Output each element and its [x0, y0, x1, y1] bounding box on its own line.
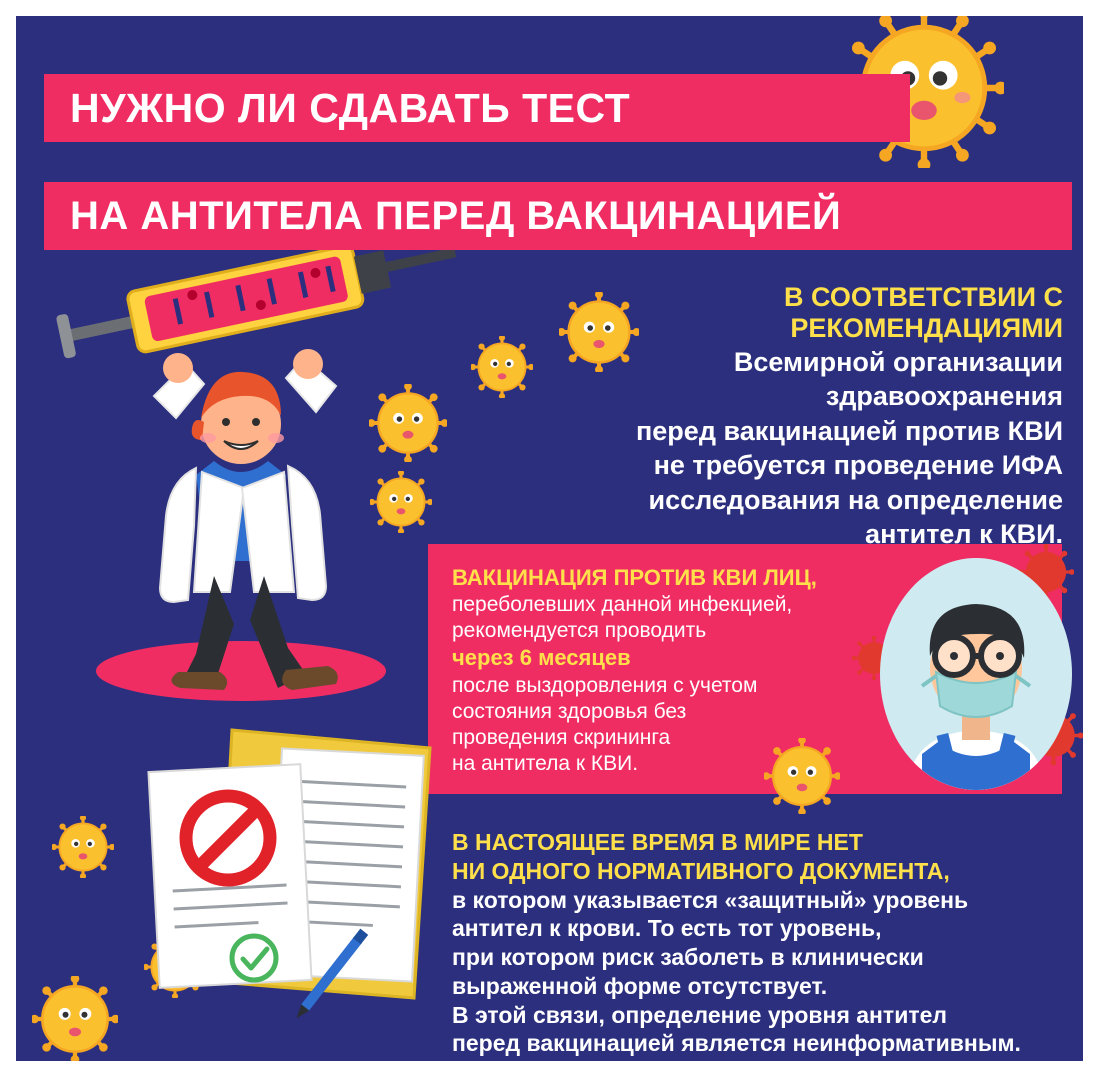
bottom-line-4: выраженной форме отсутствует. — [452, 972, 828, 999]
revaccination-text-block — [452, 564, 872, 778]
pink-line-6: состояния здоровья без — [452, 699, 687, 723]
bottom-highlight-line-2: НИ ОДНОГО НОРМАТИВНОГО ДОКУМЕНТА, — [452, 857, 950, 884]
coronavirus-icon — [32, 976, 118, 1061]
masked-person-avatar — [878, 556, 1074, 792]
frame-right — [1083, 0, 1099, 1077]
headline-bar-1 — [44, 74, 910, 142]
pink-line-2: переболевших данной инфекцией, — [452, 592, 793, 616]
who-recommendation-block — [503, 282, 1063, 550]
frame-left — [0, 0, 16, 1077]
who-body-line-5: исследования на определение — [648, 484, 1063, 515]
bottom-line-6: перед вакцинацией является неинформативным. — [452, 1030, 1021, 1057]
doctor-with-syringe-illustration — [36, 246, 506, 716]
headline-line-2: НА АНТИТЕЛА ПЕРЕД ВАКЦИНАЦИЕЙ — [70, 193, 842, 238]
bottom-line-5: В этой связи, определение уровня антител — [452, 1001, 948, 1028]
no-normative-document-block — [452, 828, 1052, 1058]
headline-bar-2 — [44, 182, 1072, 250]
bottom-line-1: в котором указывается «защитный» уровень — [452, 886, 969, 913]
frame-top — [0, 0, 1099, 16]
who-body-line-3: перед вакцинацией против КВИ — [635, 415, 1063, 446]
frame-bottom — [0, 1061, 1099, 1077]
who-body-line-6: антител к КВИ. — [865, 519, 1063, 550]
pink-line-1: ВАКЦИНАЦИЯ ПРОТИВ КВИ ЛИЦ, — [452, 565, 817, 590]
poster-canvas — [16, 16, 1083, 1061]
bottom-highlight-line-1: В НАСТОЯЩЕЕ ВРЕМЯ В МИРЕ НЕТ — [452, 829, 863, 855]
documents-illustration — [136, 706, 486, 1036]
who-highlight-line-2: РЕКОМЕНДАЦИЯМИ — [790, 313, 1063, 344]
who-highlight-line-1: В СООТВЕТСТВИИ С — [784, 282, 1063, 312]
headline-line-1: НУЖНО ЛИ СДАВАТЬ ТЕСТ — [70, 84, 631, 131]
who-body-line-4: не требуется проведение ИФА — [653, 450, 1063, 481]
pink-line-5: после выздоровления с учетом — [452, 673, 758, 697]
who-body-line-1: Всемирной организации — [733, 347, 1063, 378]
pink-line-3: рекомендуется проводить — [452, 618, 707, 642]
pink-line-8: на антитела к КВИ. — [452, 752, 639, 776]
coronavirus-icon — [52, 816, 114, 878]
who-body-line-2: здравоохранения — [825, 381, 1063, 412]
bottom-line-2: антител к крови. То есть тот уровень, — [452, 915, 882, 942]
pink-line-4: через 6 месяцев — [452, 645, 631, 670]
bottom-line-3: при котором риск заболеть в клинически — [452, 944, 924, 970]
pink-line-7: проведения скрининга — [452, 726, 671, 750]
